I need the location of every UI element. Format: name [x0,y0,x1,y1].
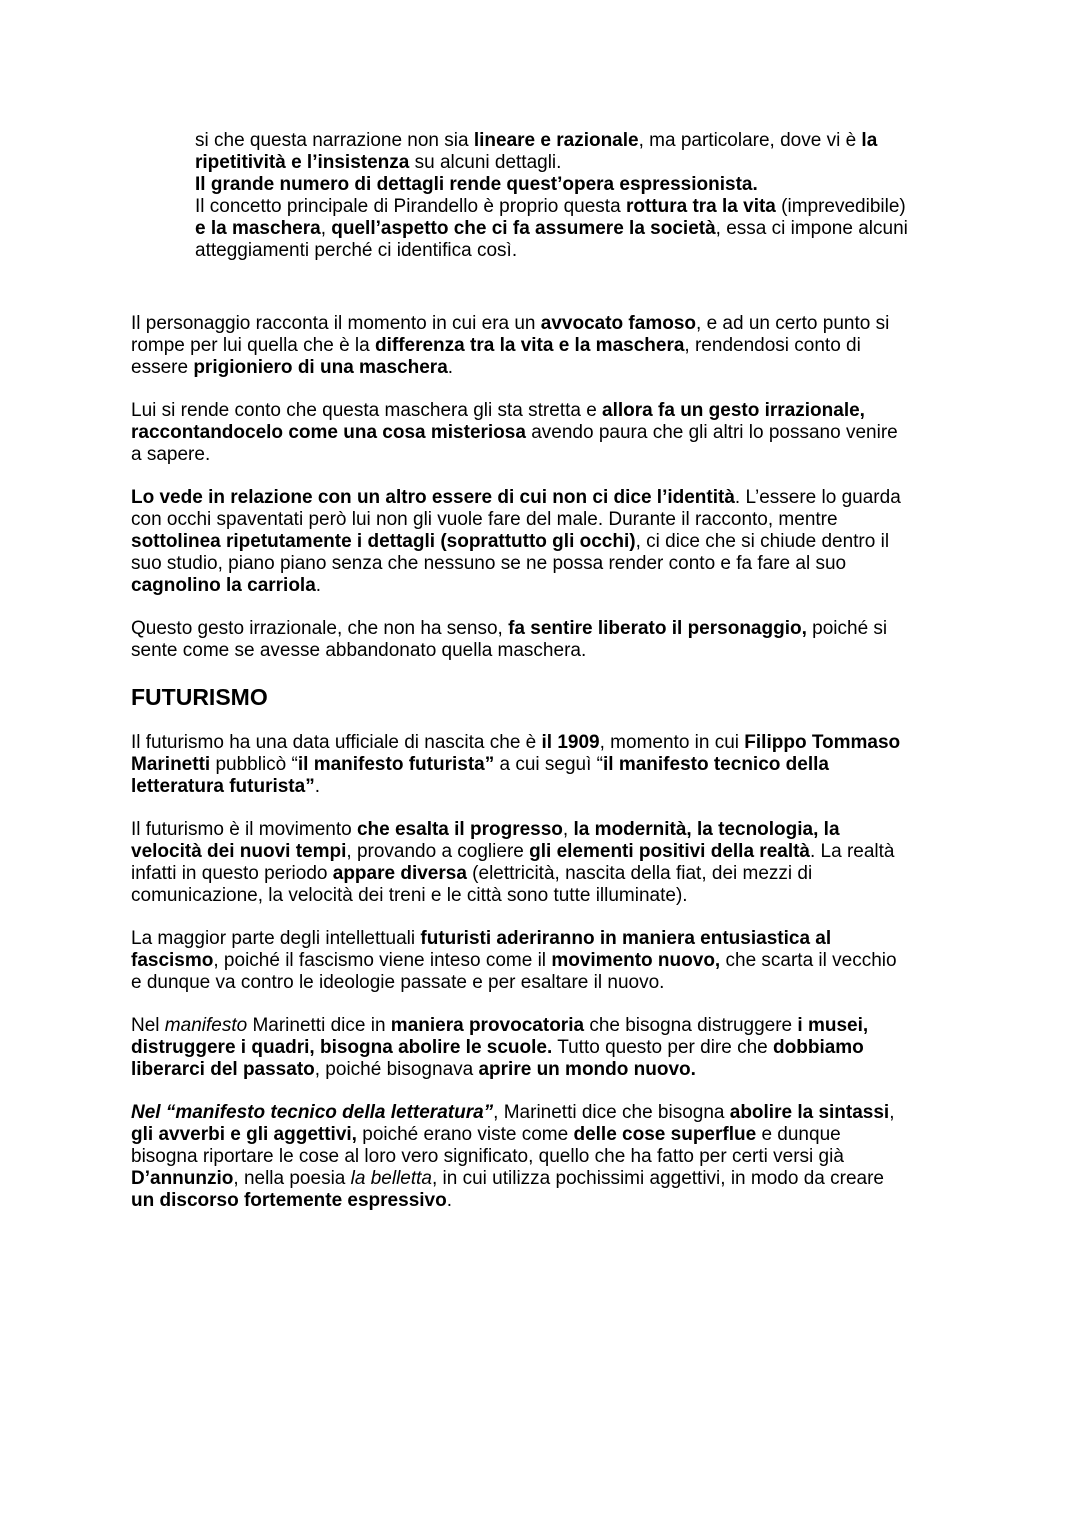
text-segment: il manifesto futurista” [297,754,495,775]
text-line [131,335,971,357]
text-line [131,1102,971,1124]
text-line [131,313,971,335]
text-line [131,1190,971,1212]
text-segment: letteratura futurista” [131,776,315,797]
text-segment: Il futurismo ha una data ufficiale di nascita che è [131,732,542,753]
text-segment: dobbiamo [773,1037,864,1058]
text-segment: , nella poesia [233,1168,351,1189]
text-segment: bisogna riportare le cose al loro vero significato, quello che ha fatto per certi versi già [131,1146,844,1167]
text-segment: atteggiamenti perché ci identifica così. [195,240,518,261]
text-segment: , ci dice che si chiude dentro il [635,531,890,552]
text-segment: gli avverbi e gli aggettivi, [131,1124,357,1145]
text-segment: prigioniero di una maschera [193,357,448,378]
text-line [131,357,971,379]
text-segment: , momento in cui [599,732,745,753]
text-segment: che esalta il progresso [356,819,563,840]
text-segment: , ma particolare, dove vi è [638,130,862,151]
text-segment: a cui seguì “ [494,754,603,775]
text-segment: delle cose superflue [573,1124,757,1145]
text-line [131,509,971,531]
text-segment: liberarci del passato [131,1059,315,1080]
text-line [131,1059,971,1081]
text-segment: raccontandocelo come una cosa misteriosa [131,422,526,443]
text-segment: a sapere. [131,444,211,465]
text-line [131,531,971,553]
text-segment: . [314,776,320,797]
text-segment: comunicazione, la velocità dei treni e le città sono tutte illuminate). [131,885,688,906]
paragraph-manifesto [131,1015,971,1081]
text-segment: movimento nuovo, [551,950,721,971]
paragraph-futurismo-movimento [131,819,971,907]
text-line [131,863,971,885]
text-segment: , [320,218,332,239]
text-segment: Nel “manifesto tecnico della letteratura” [131,1102,494,1123]
text-segment: . L’essere lo guarda [734,487,901,508]
text-line [131,819,971,841]
text-line [131,553,971,575]
text-segment: ripetitività e l’insistenza [195,152,410,173]
paragraph-liberato [131,618,971,662]
text-segment: su alcuni dettagli. [409,152,562,173]
text-segment: avendo paura che gli altri lo possano venire [525,422,898,443]
text-segment: manifesto [164,1015,248,1036]
text-segment: , in cui utilizza pochissimi aggettivi, in modo da creare [431,1168,884,1189]
text-segment: D’annunzio [131,1168,234,1189]
text-line [195,174,985,196]
text-segment: cagnolino la carriola [131,575,316,596]
text-segment: pubblicò “ [210,754,298,775]
text-segment: la modernità, la tecnologia, la [573,819,840,840]
text-segment: velocità dei nuovi tempi [131,841,347,862]
text-line [195,152,985,174]
text-segment: infatti in questo periodo [131,863,333,884]
text-segment: essere [131,357,194,378]
text-segment: fascismo [131,950,214,971]
text-segment: (imprevedibile) [775,196,906,217]
text-line [195,218,985,240]
text-line [131,575,971,597]
text-segment: Il concetto principale di Pirandello è proprio questa [195,196,626,217]
text-line [131,841,971,863]
text-segment: e la maschera [195,218,321,239]
text-line [131,972,971,994]
text-segment: , rendendosi conto di [684,335,861,356]
text-line [131,732,971,754]
paragraph-avvocato [131,313,971,379]
text-segment: gli elementi positivi della realtà [529,841,810,862]
text-segment: si che questa narrazione non sia [195,130,474,151]
text-line [131,444,971,466]
text-segment: , [562,819,574,840]
text-segment: e dunque [756,1124,841,1145]
text-segment: sottolinea ripetutamente i dettagli (soprattutto gli occhi) [131,531,636,552]
text-segment: e dunque va contro le ideologie passate e per esaltare il nuovo. [131,972,665,993]
text-line [131,885,971,907]
text-segment: (elettricità, nascita della fiat, dei mezzi di [466,863,813,884]
text-line [131,487,971,509]
text-line [131,1146,971,1168]
text-segment: un discorso fortemente espressivo [131,1190,447,1211]
text-segment: , provando a cogliere [346,841,530,862]
text-segment: Il personaggio racconta il momento in cui era un [131,313,541,334]
text-segment: , essa ci impone alcuni [715,218,908,239]
text-segment: , Marinetti dice che bisogna [493,1102,730,1123]
text-segment: , poiché il fascismo viene inteso come il [213,950,552,971]
text-segment: il manifesto tecnico della [603,754,829,775]
text-line [131,1037,971,1059]
text-segment: la [861,130,878,151]
text-line [195,130,985,152]
text-line [131,400,971,422]
text-segment: fa sentire liberato il personaggio, [508,618,807,639]
text-line [131,1015,971,1037]
text-segment: maniera provocatoria [390,1015,585,1036]
text-line [131,754,971,776]
text-segment: che scarta il vecchio [720,950,897,971]
text-line [131,950,971,972]
text-segment: rottura tra la vita [625,196,776,217]
text-segment: Marinetti [131,754,211,775]
text-segment: appare diversa [332,863,467,884]
paragraph-manifesto-tecnico [131,1102,971,1212]
text-segment: il 1909 [541,732,600,753]
text-segment: distruggere i quadri, bisogna abolire le scuole. [131,1037,553,1058]
text-segment: Lo vede in relazione con un altro essere di cui non ci dice l’identità [131,487,735,508]
text-line [131,776,971,798]
text-segment: Questo gesto irrazionale, che non ha senso, [131,618,509,639]
text-segment: futuristi aderiranno in maniera entusiastica al [420,928,832,949]
text-line [131,422,971,444]
paragraph-futurismo-nascita [131,732,971,798]
text-segment: poiché si [806,618,888,639]
text-segment: Il futurismo è il movimento [131,819,357,840]
text-segment: La maggior parte degli intellettuali [131,928,421,949]
text-segment: aprire un mondo nuovo. [478,1059,696,1080]
text-line [195,240,985,262]
text-segment: . [447,357,454,378]
text-segment: quell’aspetto che ci fa assumere la società [331,218,716,239]
text-segment: la belletta [350,1168,432,1189]
text-segment: rompe per lui quella che è la [131,335,375,356]
text-segment: , [889,1102,895,1123]
paragraph-gesto [131,400,971,466]
text-line [131,1168,971,1190]
paragraph-fascismo [131,928,971,994]
text-segment: , poiché bisognava [314,1059,479,1080]
text-segment: Marinetti dice in [247,1015,391,1036]
text-segment: Tutto questo per dire che [552,1037,774,1058]
text-segment: Filippo Tommaso [744,732,901,753]
text-segment: lineare e razionale [473,130,639,151]
text-segment: poiché erano viste come [356,1124,574,1145]
text-segment: abolire la sintassi [729,1102,890,1123]
paragraph-relazione [131,487,971,597]
text-segment: . La realtà [810,841,895,862]
text-line [131,1124,971,1146]
text-segment: Nel [131,1015,165,1036]
text-segment: sente come se avesse abbandonato quella maschera. [131,640,587,661]
text-line [131,640,971,662]
text-segment: Lui si rende conto che questa maschera gli sta stretta e [131,400,603,421]
text-segment: allora fa un gesto irrazionale, [602,400,865,421]
text-segment: con occhi spaventati però lui non gli vuole fare del male. Durante il racconto, mentre [131,509,838,530]
text-segment: avvocato famoso [540,313,697,334]
text-line [195,196,985,218]
text-segment: i musei, [797,1015,869,1036]
text-segment: che bisogna distruggere [584,1015,798,1036]
text-line [131,928,971,950]
text-segment: . [446,1190,452,1211]
text-segment: differenza tra la vita e la maschera [374,335,685,356]
text-segment: . [315,575,322,596]
text-segment: Il grande numero di dettagli rende quest’opera espressionista. [195,174,758,195]
text-line [131,618,971,640]
text-segment: , e ad un certo punto si [696,313,890,334]
intro-indented-paragraph [195,130,985,262]
text-segment: suo studio, piano piano senza che nessuno se ne possa render conto e fa fare al suo [131,553,847,574]
section-heading: FUTURISMO [131,684,268,710]
